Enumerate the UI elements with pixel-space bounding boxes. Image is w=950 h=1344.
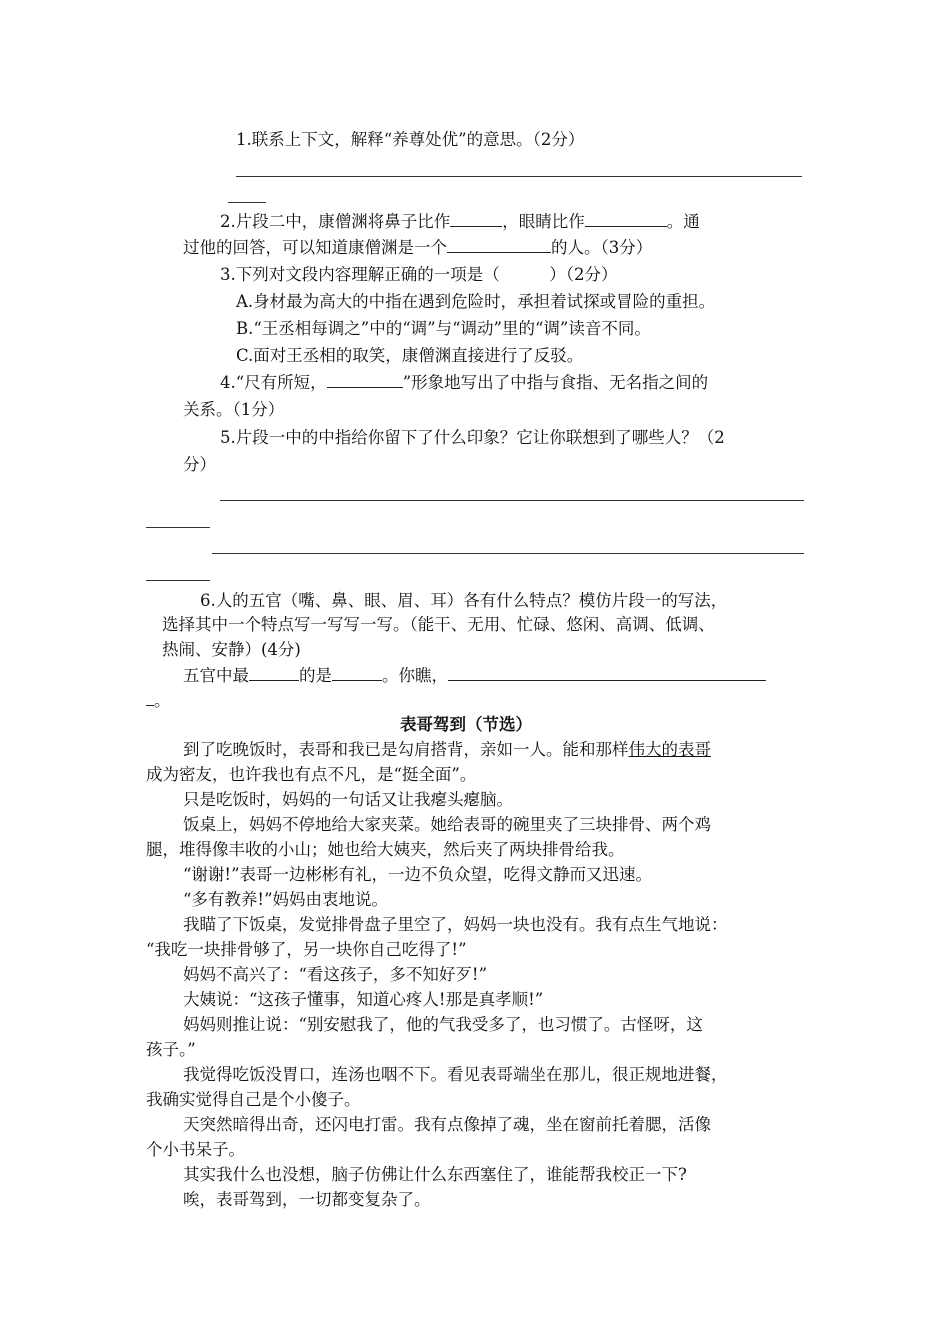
fill-blank[interactable]	[327, 373, 403, 388]
question-2-text: ，眼睛比作	[502, 212, 585, 231]
question-4-text: ”形象地写出了中指与食指、无名指之间的	[402, 373, 709, 392]
answer-line	[228, 202, 266, 203]
fill-blank[interactable]	[447, 238, 551, 253]
question-2-text: 过他的回答，可以知道康僧渊是一个	[183, 238, 447, 257]
option-b: B.“王丞相每调之”中的“调”与“调动”里的“调”读音不同。	[236, 319, 651, 338]
passage-line	[183, 739, 711, 761]
question-2-line-2	[183, 237, 652, 259]
passage-line: 腿，堆得像丰收的小山；她也给大姨夹，然后夹了两块排骨给我。	[146, 840, 625, 859]
question-5-line-1: 5.片段一中的中指给你留下了什么印象？它让你联想到了哪些人？（2	[220, 428, 725, 447]
question-6-line-2: 选择其中一个特点写一写写一写。（能干、无用、忙碌、悠闲、高调、低调、	[162, 615, 715, 634]
passage-line: 大姨说：“这孩子懂事，知道心疼人!那是真孝顺!”	[183, 990, 544, 1009]
question-4-line-2: 关系。（1分）	[183, 400, 285, 419]
question-5-line-2: 分）	[183, 455, 216, 474]
option-c: C.面对王丞相的取笑，康僧渊直接进行了反驳。	[236, 346, 584, 365]
question-6-text: 的是	[299, 666, 332, 685]
question-6-text: 。你瞧，	[382, 666, 448, 685]
passage-title: 表哥驾到（节选）	[400, 715, 532, 734]
question-4-line-1	[220, 372, 708, 394]
question-6-line-4	[183, 665, 766, 687]
answer-line	[236, 176, 802, 177]
question-6-line-5	[146, 690, 171, 712]
question-3: 3.下列对文段内容理解正确的一项是（ ）（2分）	[220, 265, 618, 284]
passage-line: 妈妈不高兴了：“看这孩子，多不知好歹!”	[183, 965, 488, 984]
question-6-text: 。	[154, 691, 171, 710]
passage-text: 到了吃晚饭时，表哥和我已是勾肩搭背，亲如一人。能和那样	[183, 740, 629, 759]
passage-line: 我确实觉得自己是个小傻子。	[146, 1090, 361, 1109]
question-6-line-3: 热闹、安静）(4分)	[162, 640, 301, 659]
passage-line: 只是吃饭时，妈妈的一句话又让我瘪头瘪脑。	[183, 790, 513, 809]
fill-blank[interactable]	[450, 212, 502, 227]
passage-line: “多有教养!”妈妈由衷地说。	[183, 890, 389, 909]
passage-line: 孩子。”	[146, 1040, 196, 1059]
question-2-line-1	[220, 211, 700, 233]
passage-line: 唉，表哥驾到，一切都变复杂了。	[183, 1190, 431, 1209]
question-2-text: 。通	[666, 212, 700, 231]
fill-blank[interactable]	[332, 666, 382, 681]
fill-blank[interactable]	[249, 666, 299, 681]
answer-line	[212, 553, 804, 554]
option-a: A.身材最为高大的中指在遇到危险时，承担着试探或冒险的重担。	[236, 292, 716, 311]
fill-blank[interactable]	[146, 691, 154, 706]
passage-line: 妈妈则推让说：“别安慰我了，他的气我受多了，也习惯了。古怪呀，这	[183, 1015, 703, 1034]
answer-line	[220, 500, 804, 501]
underlined-phrase: 伟大的表哥	[628, 740, 711, 759]
question-4-text: 4.“尺有所短，	[220, 373, 327, 392]
answer-line	[146, 527, 210, 528]
passage-line: 我觉得吃饭没胃口，连汤也咽不下。看见表哥端坐在那儿，很正规地进餐，	[183, 1065, 728, 1084]
fill-blank[interactable]	[585, 212, 667, 227]
passage-line: 饭桌上，妈妈不停地给大家夹菜。她给表哥的碗里夹了三块排骨、两个鸡	[183, 815, 711, 834]
passage-line: 其实我什么也没想，脑子仿佛让什么东西塞住了，谁能帮我校正一下?	[183, 1165, 687, 1184]
passage-line: “谢谢!”表哥一边彬彬有礼，一边不负众望，吃得文静而又迅速。	[183, 865, 653, 884]
question-6-text: 五官中最	[183, 666, 249, 685]
answer-line	[146, 580, 210, 581]
passage-line: 我瞄了下饭桌，发觉排骨盘子里空了，妈妈一块也没有。我有点生气地说：	[183, 915, 728, 934]
fill-blank[interactable]	[448, 666, 766, 681]
question-6-line-1: 6.人的五官（嘴、鼻、眼、眉、耳）各有什么特点？模仿片段一的写法，	[200, 591, 728, 610]
question-2-text: 2.片段二中，康僧渊将鼻子比作	[220, 212, 451, 231]
passage-line: “我吃一块排骨够了，另一块你自己吃得了!”	[146, 940, 467, 959]
question-1: 1.联系上下文，解释“养尊处优”的意思。（2分）	[236, 130, 585, 149]
passage-line: 个小书呆子。	[146, 1140, 245, 1159]
passage-line: 天突然暗得出奇，还闪电打雷。我有点像掉了魂，坐在窗前托着腮，活像	[183, 1115, 711, 1134]
passage-line: 成为密友，也许我也有点不凡，是“挺全面”。	[146, 765, 477, 784]
question-2-text: 的人。（3分）	[551, 238, 653, 257]
